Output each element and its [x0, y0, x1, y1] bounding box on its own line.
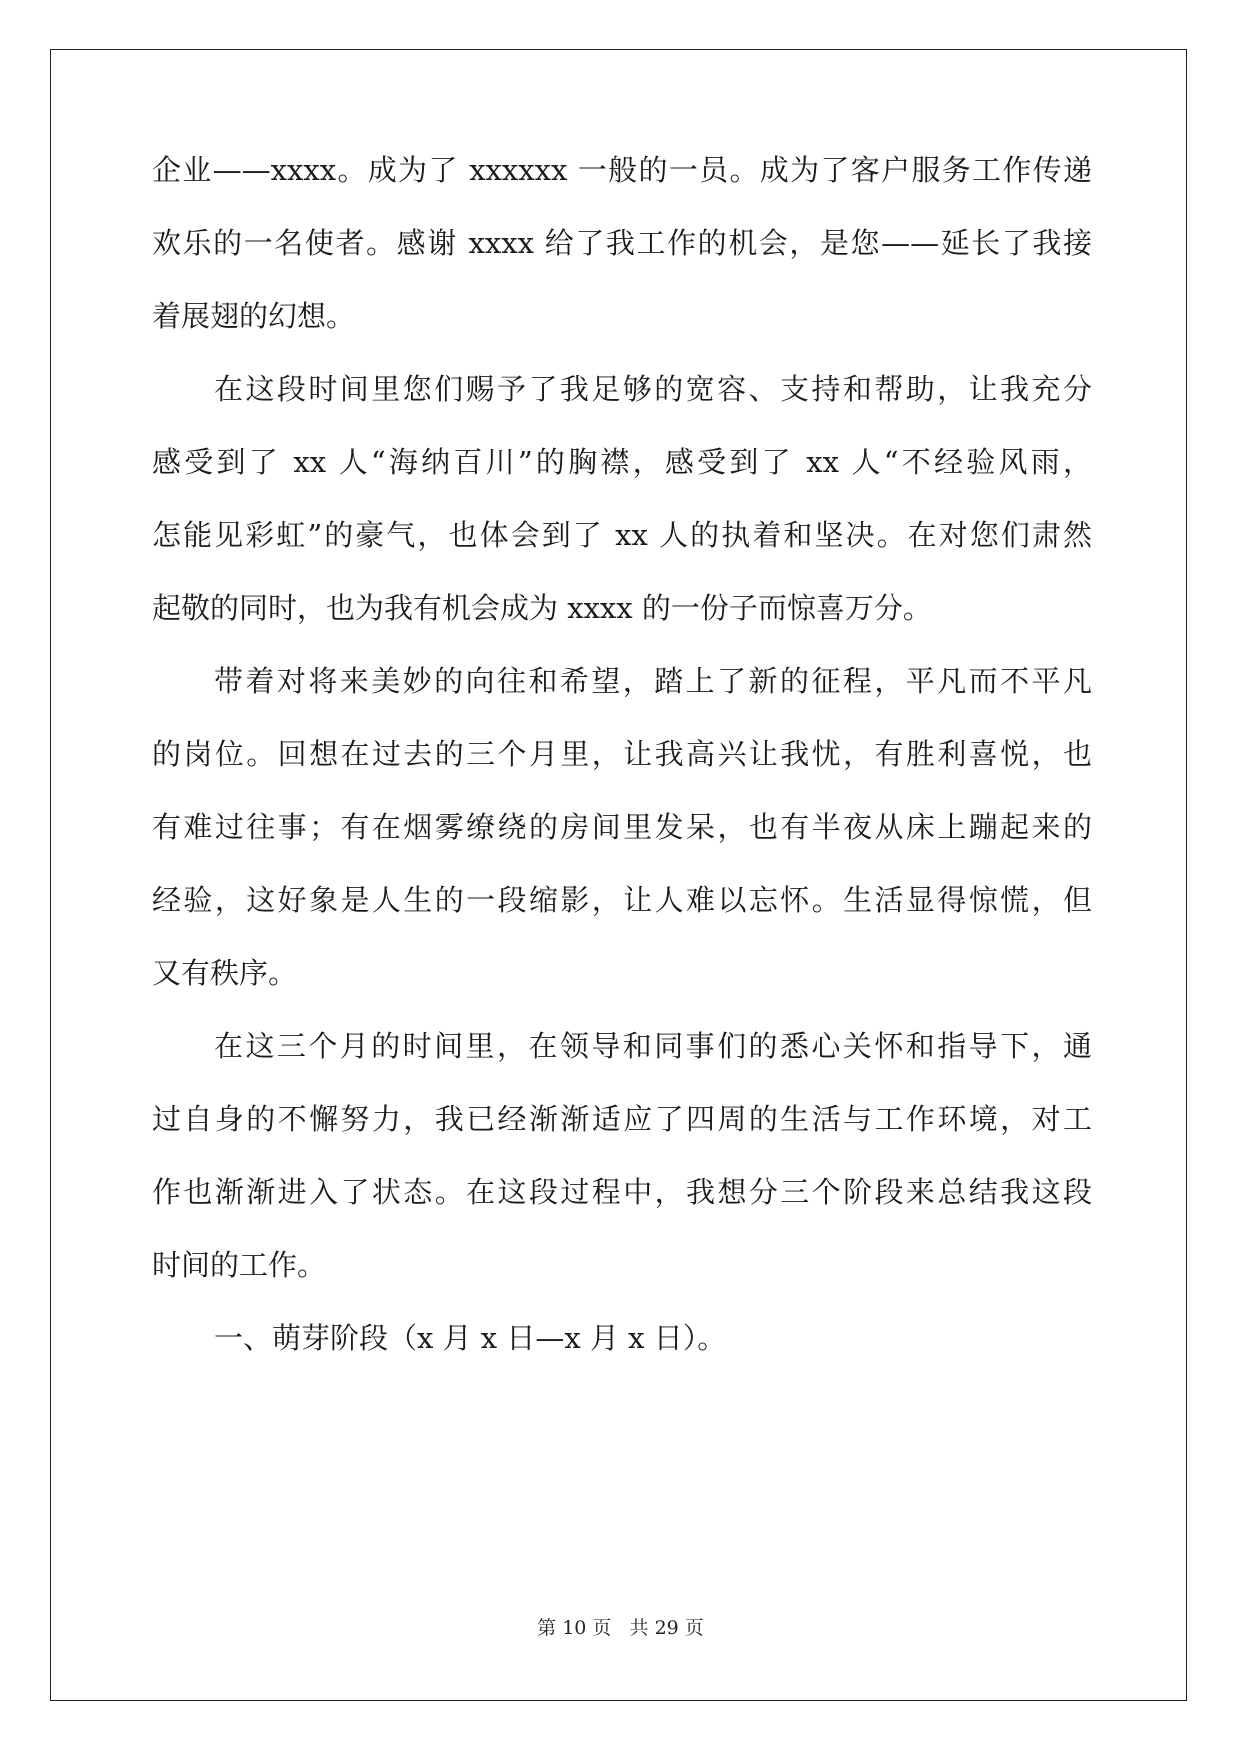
text-line: 过自身的不懈努力，我已经渐渐适应了四周的生活与工作环境，对工: [152, 1102, 1092, 1136]
paragraph-first-line: 在这段时间里您们赐予了我足够的宽容、支持和帮助，让我充分: [214, 372, 1092, 406]
paragraph-first-line: 在这三个月的时间里，在领导和同事们的悉心关怀和指导下，通: [214, 1029, 1092, 1063]
text-line: 着展翅的幻想。: [152, 299, 356, 333]
text-line: 的岗位。回想在过去的三个月里，让我高兴让我忧，有胜利喜悦，也: [152, 737, 1092, 771]
text-line: 时间的工作。: [152, 1248, 327, 1282]
text-line: 起敬的同时，也为我有机会成为 xxxx 的一份子而惊喜万分。: [152, 591, 932, 625]
text-line: 企业——xxxx。成为了 xxxxxx 一般的一员。成为了客户服务工作传递: [152, 153, 1092, 187]
paragraph-first-line: 带着对将来美妙的向往和希望，踏上了新的征程，平凡而不平凡: [214, 664, 1092, 698]
text-line: 感受到了 xx 人“海纳百川”的胸襟，感受到了 xx 人“不经验风雨，: [152, 445, 1092, 479]
page-number: 第 10 页 共 29 页: [537, 1617, 704, 1639]
text-line: 作也渐渐进入了状态。在这段过程中，我想分三个阶段来总结我这段: [152, 1175, 1092, 1209]
text-line: 有难过往事；有在烟雾缭绕的房间里发呆，也有半夜从床上蹦起来的: [152, 810, 1092, 844]
text-line: 经验，这好象是人生的一段缩影，让人难以忘怀。生活显得惊慌，但: [152, 883, 1092, 917]
text-line: 又有秩序。: [152, 956, 298, 990]
section-heading: 一、萌芽阶段（x 月 x 日—x 月 x 日）。: [214, 1321, 727, 1355]
text-line: 怎能见彩虹”的豪气，也体会到了 xx 人的执着和坚决。在对您们肃然: [152, 518, 1092, 552]
text-line: 欢乐的一名使者。感谢 xxxx 给了我工作的机会，是您——延长了我接: [152, 226, 1092, 260]
